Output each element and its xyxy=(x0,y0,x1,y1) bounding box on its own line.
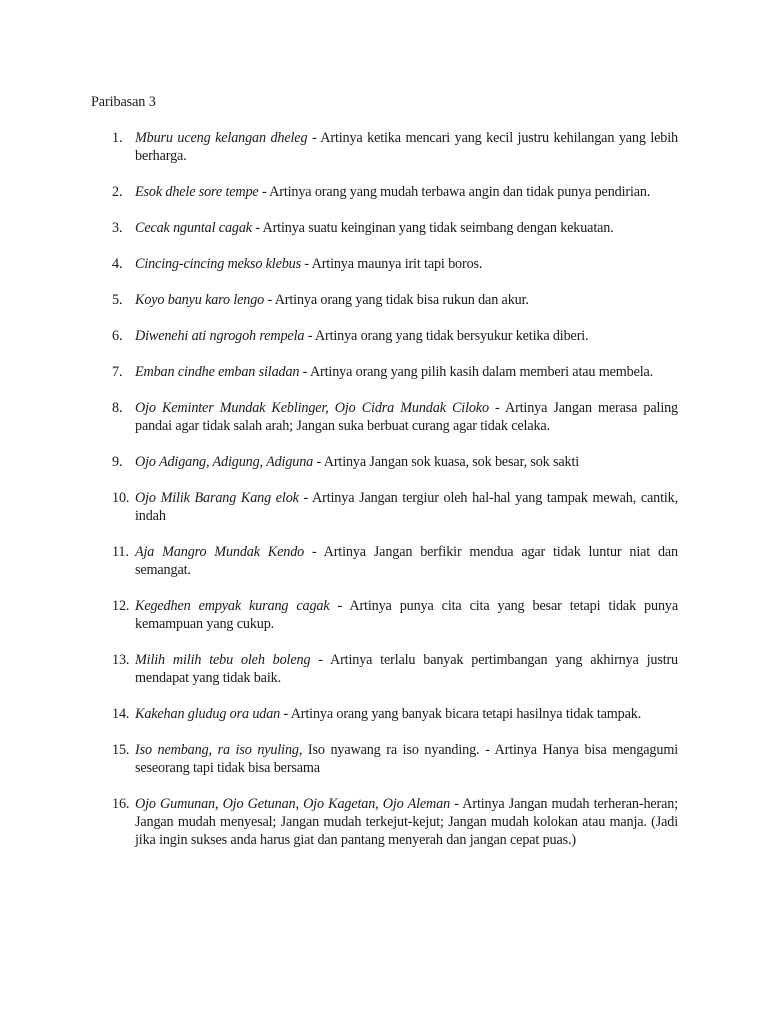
item-phrase: Esok dhele sore tempe xyxy=(135,184,259,200)
item-meaning: - Artinya suatu keinginan yang tidak seimbang dengan kekuatan. xyxy=(251,220,614,236)
list-item xyxy=(112,597,678,633)
item-phrase: Kakehan gludug ora udan xyxy=(135,706,281,722)
item-number: 5. xyxy=(112,292,123,308)
list-item xyxy=(112,795,678,849)
paribasan-list xyxy=(112,129,678,849)
item-phrase: Ojo Gumunan, Ojo Getunan, Ojo Kagetan, Ojo Aleman xyxy=(135,796,451,812)
item-meaning: - Artinya orang yang mudah terbawa angin dan tidak punya pendirian. xyxy=(258,184,651,200)
list-item xyxy=(112,219,678,237)
item-meaning: - Artinya punya cita cita yang besar tetapi tidak punya kemampuan yang cukup. xyxy=(135,598,678,632)
item-phrase: Cincing-cincing mekso klebus xyxy=(135,256,302,272)
item-meaning: - Artinya Hanya bisa mengagumi seseorang tapi tidak bisa bersama xyxy=(135,742,678,776)
item-number: 4. xyxy=(112,256,123,272)
item-phrase: Ojo Milik Barang Kang elok xyxy=(135,490,299,506)
item-number: 10. xyxy=(112,490,130,506)
item-phrase-suffix: Iso nyawang ra iso nyanding. xyxy=(302,742,480,758)
item-number: 9. xyxy=(112,454,123,470)
item-number: 2. xyxy=(112,184,123,200)
item-number: 14. xyxy=(112,706,130,722)
list-item xyxy=(112,489,678,525)
item-meaning: - Artinya orang yang pilih kasih dalam memberi atau membela. xyxy=(299,364,654,380)
item-phrase: Diwenehi ati ngrogoh rempela xyxy=(135,328,305,344)
item-phrase: Ojo Keminter Mundak Keblinger, Ojo Cidra Mundak Ciloko xyxy=(135,400,489,416)
item-number: 3. xyxy=(112,220,123,236)
item-phrase: Emban cindhe emban siladan xyxy=(135,364,300,380)
item-number: 7. xyxy=(112,364,123,380)
item-meaning: - Artinya ketika mencari yang kecil justru kehilangan yang lebih berharga. xyxy=(135,130,678,164)
list-item xyxy=(112,183,678,201)
item-meaning: - Artinya orang yang tidak bisa rukun dan akur. xyxy=(264,292,529,308)
item-phrase: Mburu uceng kelangan dheleg xyxy=(135,130,308,146)
item-number: 13. xyxy=(112,652,130,668)
item-phrase: Cecak nguntal cagak xyxy=(135,220,252,236)
item-meaning: - Artinya maunya irit tapi boros. xyxy=(301,256,483,272)
item-meaning: - Artinya terlalu banyak pertimbangan yang akhirnya justru mendapat yang tidak baik. xyxy=(135,652,678,686)
item-meaning: - Artinya Jangan mudah terheran-heran; Jangan mudah menyesal; Jangan mudah terkejut-kejut; Jangan mudah kolokan atau manja. (Jadi jika ingin sukses anda harus giat dan pantang menyerah dan jangan cepat puas.) xyxy=(135,796,678,848)
item-number: 12. xyxy=(112,598,130,614)
item-phrase: Kegedhen empyak kurang cagak xyxy=(135,598,330,614)
list-item xyxy=(112,327,678,345)
item-phrase: Milih milih tebu oleh boleng xyxy=(135,652,311,668)
item-number: 8. xyxy=(112,400,123,416)
item-number: 16. xyxy=(112,796,130,812)
item-phrase: Ojo Adigang, Adigung, Adiguna xyxy=(135,454,314,470)
list-item xyxy=(112,705,678,723)
item-phrase: Aja Mangro Mundak Kendo xyxy=(135,544,305,560)
list-item xyxy=(112,543,678,579)
list-item xyxy=(112,363,678,381)
item-meaning: - Artinya Jangan tergiur oleh hal-hal yang tampak mewah, cantik, indah xyxy=(135,490,678,524)
item-number: 11. xyxy=(112,544,129,560)
item-phrase: Iso nembang, ra iso nyuling, xyxy=(135,742,303,758)
document-title: Paribasan 3 xyxy=(91,94,156,110)
list-item xyxy=(112,399,678,435)
item-meaning: - Artinya Jangan sok kuasa, sok besar, sok sakti xyxy=(313,454,580,470)
item-number: 15. xyxy=(112,742,130,758)
item-number: 6. xyxy=(112,328,123,344)
list-item xyxy=(112,651,678,687)
list-item xyxy=(112,129,678,165)
item-meaning: - Artinya Jangan merasa paling pandai agar tidak salah arah; Jangan suka berbuat curang agar tidak celaka. xyxy=(135,400,678,434)
item-meaning: - Artinya orang yang banyak bicara tetapi hasilnya tidak tampak. xyxy=(280,706,642,722)
item-phrase: Koyo banyu karo lengo xyxy=(135,292,265,308)
list-item xyxy=(112,453,678,471)
item-meaning: - Artinya orang yang tidak bersyukur ketika diberi. xyxy=(304,328,589,344)
item-meaning: - Artinya Jangan berfikir mendua agar tidak luntur niat dan semangat. xyxy=(135,544,678,578)
item-number: 1. xyxy=(112,130,123,146)
list-item xyxy=(112,291,678,309)
list-item xyxy=(112,741,678,777)
list-item xyxy=(112,255,678,273)
